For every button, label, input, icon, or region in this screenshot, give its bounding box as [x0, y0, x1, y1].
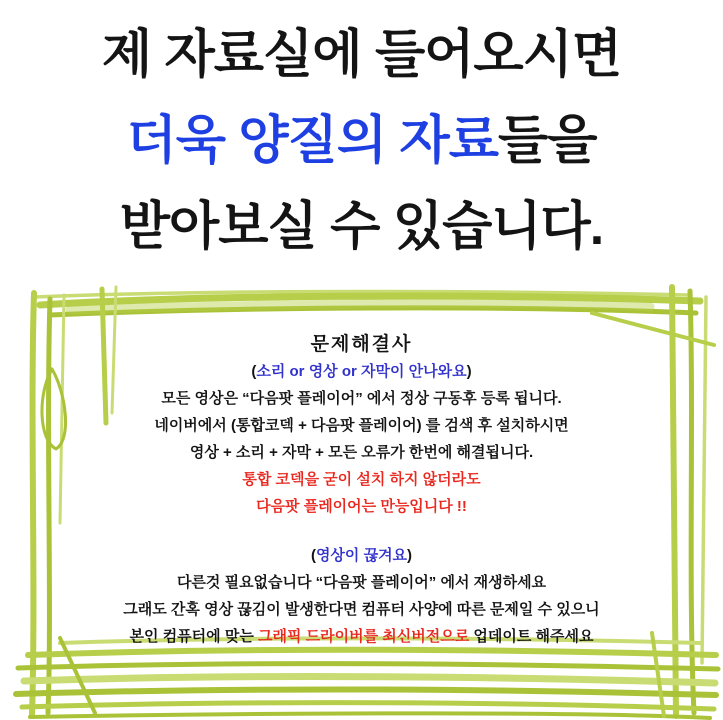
notice-line-p4: 다른것 필요없습니다 “다음팟 플레이어” 에서 재생하세요 [176, 574, 547, 591]
headline-line2-black: 들을 [498, 112, 597, 170]
notice-line-p6 [0, 623, 723, 650]
headline-line2-blue: 더욱 양질의 자료 [126, 112, 499, 170]
p6-black-prefix: 본인 컴퓨터에 맞는 [129, 628, 258, 645]
spacer [0, 520, 723, 542]
notice-line-p3: 영상 + 소리 + 자막 + 모든 오류가 한번에 해결됩니다. [189, 444, 534, 461]
notice-line-p1: 모든 영상은 “다음팟 플레이어” 에서 정상 구동후 등록 됩니다. [161, 390, 562, 407]
notice-line-red-2: 다음팟 플레이어는 만능입니다 !! [256, 498, 467, 515]
notice-line-p5: 그래도 간혹 영상 끊김이 발생한다면 컴퓨터 사양에 따른 문제일 수 있으니 [123, 601, 600, 618]
subtitle2-blue-text: 영상이 끊겨요 [315, 547, 408, 564]
notice-box [0, 283, 723, 720]
notice-subtitle-1 [0, 358, 723, 385]
p6-black-suffix: 업데이트 해주세요 [469, 628, 594, 645]
headline-line1: 제 자료실에 들어오시면 [101, 26, 622, 84]
notice-subtitle-2 [0, 542, 723, 569]
paren-close: ) [466, 363, 472, 380]
paren-open: ( [310, 547, 316, 564]
notice-content [0, 283, 723, 650]
p6-red-text: 그래픽 드라이버를 최신버전으로 [257, 628, 470, 645]
paren-open: ( [251, 363, 257, 380]
notice-line-p2: 네이버에서 (통합코덱 + 다음팟 플레이어) 를 검색 후 설치하시면 [154, 417, 569, 434]
notice-line-red-1: 통합 코덱을 굳이 설치 하지 않더라도 [242, 471, 481, 488]
subtitle1-blue-text: 소리 or 영상 or 자막이 안나와요 [256, 363, 467, 380]
headline-line2 [0, 98, 723, 184]
headline-line3: 받아보실 수 있습니다. [119, 198, 604, 256]
paren-close: ) [407, 547, 413, 564]
headline [0, 12, 723, 270]
notice-title: 문제해결사 [310, 334, 413, 355]
